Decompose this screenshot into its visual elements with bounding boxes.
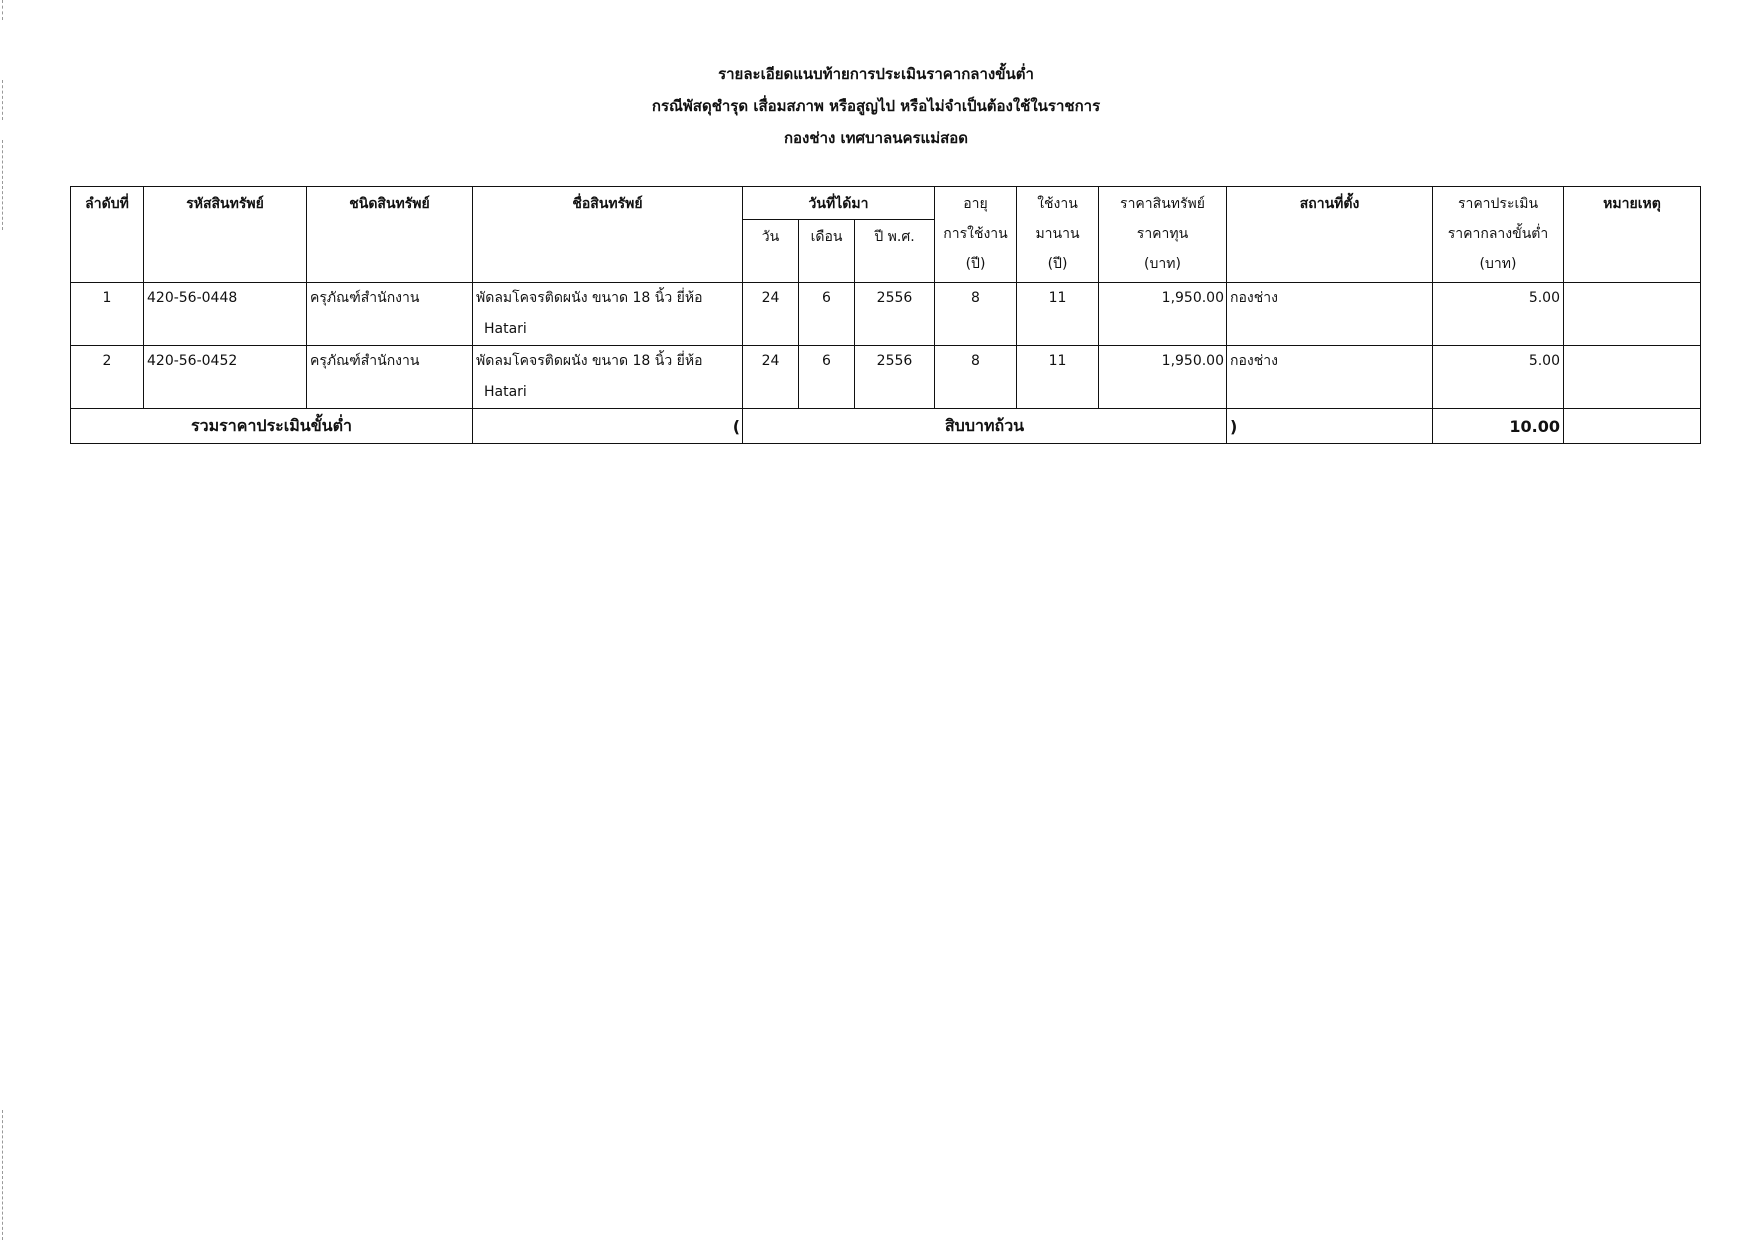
asset-table <box>70 186 1701 444</box>
cell-code: 420-56-0448 <box>144 283 307 346</box>
header-month: เดือน <box>799 220 855 283</box>
cell-eval: 5.00 <box>1433 283 1564 346</box>
cell-year: 2556 <box>855 283 935 346</box>
header-acquired: วันที่ได้มา <box>743 187 935 220</box>
total-close-paren: ) <box>1227 409 1433 444</box>
cell-name <box>473 283 743 346</box>
table-row <box>71 346 1701 409</box>
header-name: ชื่อสินทรัพย์ <box>473 187 743 283</box>
header-cost <box>1099 187 1227 283</box>
header-no: ลำดับที่ <box>71 187 144 283</box>
header-life-line1: อายุ <box>963 196 988 212</box>
cell-name <box>473 346 743 409</box>
header-eval-line1: ราคาประเมิน <box>1457 196 1539 212</box>
total-label: รวมราคาประเมินขั้นต่ำ <box>71 409 473 444</box>
cell-name-line1: พัดลมโคจรติดผนัง ขนาด 18 นิ้ว ยี่ห้อ <box>476 353 703 369</box>
header-type: ชนิดสินทรัพย์ <box>307 187 473 283</box>
total-words: สิบบาทถ้วน <box>743 409 1227 444</box>
cell-code: 420-56-0452 <box>144 346 307 409</box>
cell-eval: 5.00 <box>1433 346 1564 409</box>
cell-life: 8 <box>935 346 1017 409</box>
document-title <box>0 58 1752 154</box>
cell-name-line2: Hatari <box>484 321 527 337</box>
cell-life: 8 <box>935 283 1017 346</box>
cell-used: 11 <box>1017 346 1099 409</box>
cell-type: ครุภัณฑ์สำนักงาน <box>307 283 473 346</box>
header-eval <box>1433 187 1564 283</box>
header-used <box>1017 187 1099 283</box>
total-open-paren: ( <box>473 409 743 444</box>
cell-location: กองช่าง <box>1227 346 1433 409</box>
cell-month: 6 <box>799 346 855 409</box>
cell-remark <box>1564 283 1701 346</box>
header-used-line1: ใช้งาน <box>1037 196 1078 212</box>
cell-name-line2: Hatari <box>484 384 527 400</box>
scan-edge-mark <box>2 1110 3 1240</box>
cell-day: 24 <box>743 346 799 409</box>
header-used-line3: (ปี) <box>1047 256 1068 272</box>
header-eval-line2: ราคากลางขั้นต่ำ <box>1447 226 1549 242</box>
header-cost-line2: ราคาทุน <box>1136 226 1189 242</box>
total-row <box>71 409 1701 444</box>
header-life-line3: (ปี) <box>965 256 986 272</box>
cell-day: 24 <box>743 283 799 346</box>
cell-month: 6 <box>799 283 855 346</box>
header-code: รหัสสินทรัพย์ <box>144 187 307 283</box>
total-remark <box>1564 409 1701 444</box>
header-life-line2: การใช้งาน <box>943 226 1008 242</box>
title-line-1: รายละเอียดแนบท้ายการประเมินราคากลางขั้นต่ำ <box>718 65 1034 83</box>
cell-cost: 1,950.00 <box>1099 283 1227 346</box>
header-used-line2: มานาน <box>1035 226 1080 242</box>
header-row-1 <box>71 187 1701 220</box>
cell-location: กองช่าง <box>1227 283 1433 346</box>
header-year: ปี พ.ศ. <box>855 220 935 283</box>
header-cost-line1: ราคาสินทรัพย์ <box>1120 196 1205 212</box>
header-eval-line3: (บาท) <box>1479 256 1517 272</box>
header-remark: หมายเหตุ <box>1564 187 1701 283</box>
title-line-3: กองช่าง เทศบาลนครแม่สอด <box>783 129 969 147</box>
cell-no: 1 <box>71 283 144 346</box>
table-row <box>71 283 1701 346</box>
title-line-2: กรณีพัสดุชำรุด เสื่อมสภาพ หรือสูญไป หรือไม่จำเป็นต้องใช้ในราชการ <box>651 97 1101 115</box>
header-life <box>935 187 1017 283</box>
cell-type: ครุภัณฑ์สำนักงาน <box>307 346 473 409</box>
cell-used: 11 <box>1017 283 1099 346</box>
cell-remark <box>1564 346 1701 409</box>
cell-cost: 1,950.00 <box>1099 346 1227 409</box>
cell-no: 2 <box>71 346 144 409</box>
header-location: สถานที่ตั้ง <box>1227 187 1433 283</box>
cell-year: 2556 <box>855 346 935 409</box>
scan-edge-mark <box>2 0 3 20</box>
header-cost-line3: (บาท) <box>1144 256 1181 272</box>
header-day: วัน <box>743 220 799 283</box>
total-amount: 10.00 <box>1433 409 1564 444</box>
cell-name-line1: พัดลมโคจรติดผนัง ขนาด 18 นิ้ว ยี่ห้อ <box>476 290 703 306</box>
